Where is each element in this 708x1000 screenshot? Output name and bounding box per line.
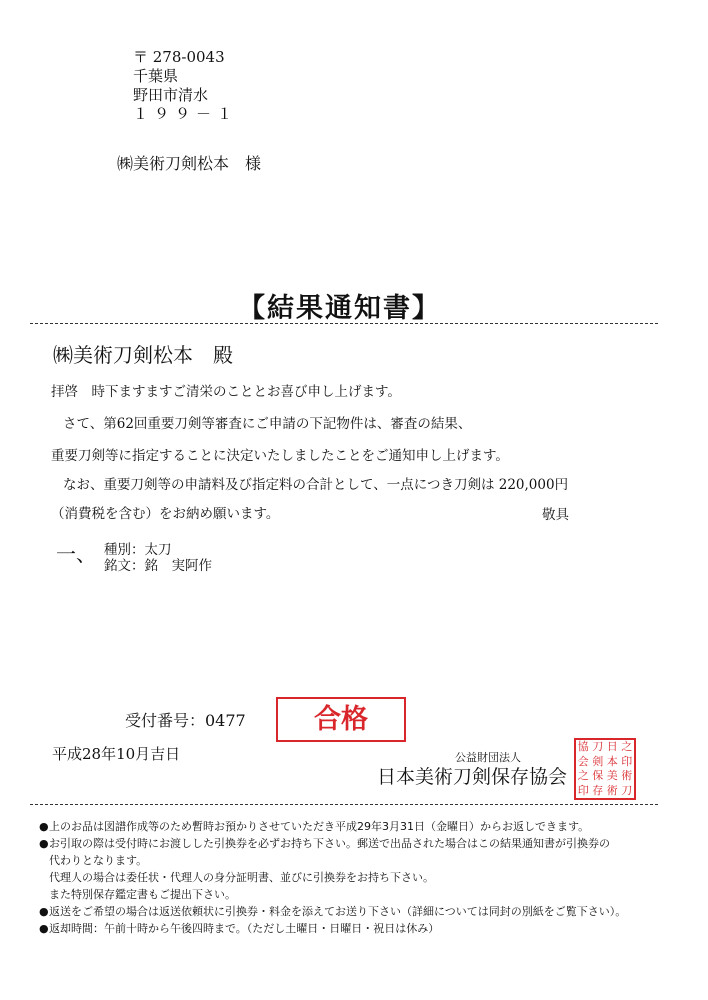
note-text: 代わりとなります。 [49, 854, 148, 867]
body-line-4: なお、重要刀剣等の申請料及び指定料の合計として、一点につき刀剣は 220,000円 [63, 477, 569, 493]
note-text: 返送をご希望の場合は返送依頼状に引換券・料金を添えてお送り下さい（詳細については同封の別紙をご覧下さい）。 [49, 905, 627, 918]
item-type: 種別：太刀 [104, 542, 172, 558]
note-text: お引取の際は受付時にお渡しした引換券を必ずお持ち下さい。郵送で出品された場合はこの結果通知書が引換券の [49, 837, 610, 850]
seal-char: 刀 [592, 740, 604, 754]
item-inscription: 銘文：銘 実阿作 [104, 558, 212, 574]
note-item [39, 886, 626, 903]
closing: 敬具 [542, 507, 569, 523]
item-marker: 一、 [56, 542, 96, 566]
seal-char: 美 [606, 769, 618, 783]
note-item [39, 920, 626, 937]
document-title: 【結果通知書】 [238, 293, 441, 324]
note-text: 上のお品は図譜作成等のため暫時お預かりさせていただき平成29年3月31日（金曜日）からお返しできます。 [49, 820, 590, 833]
recipient: ㈱美術刀剣松本 殿 [53, 343, 233, 367]
body-line-5: （消費税を含む）をお納め願います。 [51, 506, 280, 522]
seal-char: 之 [577, 769, 589, 783]
seal-char: 本 [606, 754, 618, 768]
note-item [39, 903, 626, 920]
seal-char: 存 [592, 783, 604, 797]
note-item [39, 869, 626, 886]
seal-char: 術 [621, 769, 633, 783]
issue-date: 平成28年10月吉日 [52, 745, 181, 763]
seal-char: 日 [606, 740, 618, 754]
recipient-top: ㈱美術刀剣松本 様 [117, 154, 262, 173]
postal-code: 〒 278-0043 [133, 48, 225, 66]
body-line-2: さて、第62回重要刀剣等審査にご申請の下記物件は、審査の結果、 [63, 416, 472, 432]
issuer-name: 日本美術刀剣保存協会 [377, 766, 568, 788]
title-divider [30, 323, 658, 324]
seal-char: 刀 [621, 783, 633, 797]
bullet-icon [39, 869, 49, 886]
note-text: 返却時間：午前十時から午後四時まで。（ただし土曜日・日曜日・祝日は休み） [49, 922, 440, 935]
receipt-number: 受付番号：0477 [125, 711, 246, 730]
official-seal [574, 738, 636, 800]
note-item [39, 835, 626, 852]
bullet-icon [39, 852, 49, 869]
body-line-1: 拝啓 時下ますますご清栄のこととお喜び申し上げます。 [51, 384, 401, 400]
notes-divider [30, 804, 658, 805]
bullet-icon: ● [39, 922, 49, 935]
seal-char: 協 [577, 740, 589, 754]
body-line-3: 重要刀剣等に指定することに決定いたしましたことをご通知申し上げます。 [51, 448, 509, 464]
bullet-icon: ● [39, 820, 49, 833]
seal-char: 印 [621, 754, 633, 768]
address-city: 野田市清水 [133, 86, 209, 104]
pass-stamp: 合格 [276, 697, 406, 742]
address-prefecture: 千葉県 [133, 67, 179, 85]
seal-char: 之 [621, 740, 633, 754]
seal-char: 剣 [592, 754, 604, 768]
seal-char: 保 [592, 769, 604, 783]
note-text: 代理人の場合は委任状・代理人の身分証明書、並びに引換券をお持ち下さい。 [49, 871, 434, 884]
seal-char: 術 [606, 783, 618, 797]
bullet-icon: ● [39, 905, 49, 918]
note-item [39, 852, 626, 869]
notes-list [39, 818, 626, 937]
note-text: また特別保存鑑定書もご提出下さい。 [49, 888, 236, 901]
issuer-type: 公益財団法人 [455, 751, 521, 764]
address-number: １９９－１ [133, 105, 239, 123]
bullet-icon: ● [39, 837, 49, 850]
seal-char: 印 [577, 783, 589, 797]
bullet-icon [39, 886, 49, 903]
note-item [39, 818, 626, 835]
seal-char: 会 [577, 754, 589, 768]
